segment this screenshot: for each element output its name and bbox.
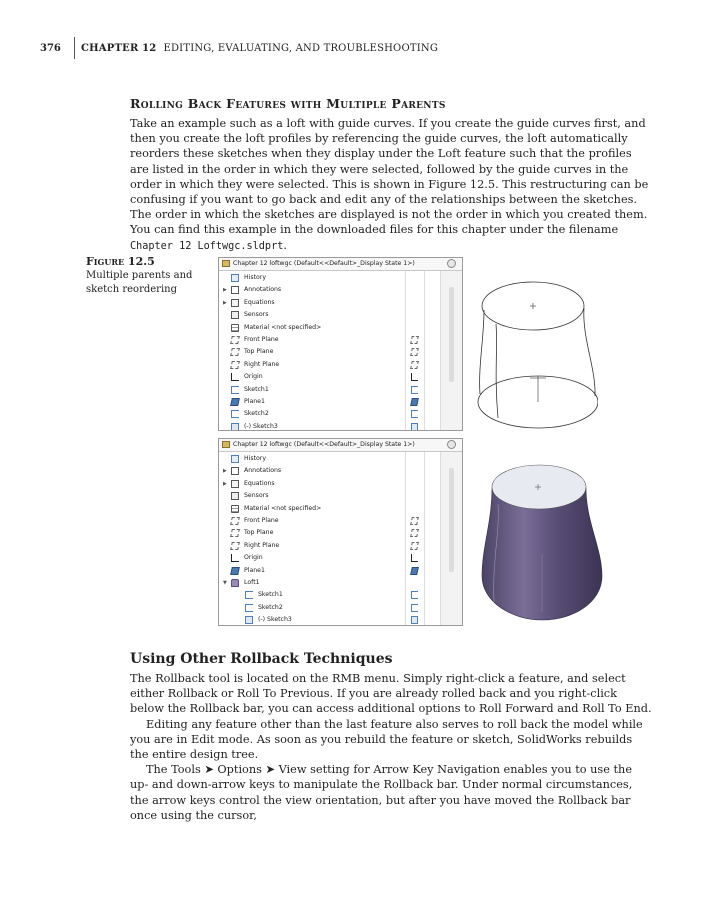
visibility-marker-icon[interactable] [411,410,418,418]
part-icon [222,260,230,267]
tree-item-label: Origin [244,373,263,381]
tree-state-column [425,271,441,430]
shaded-loft-illustration [478,452,606,624]
tree-title: Chapter 12 loftwgc (Default<<Default>_Display State 1>) [233,260,415,267]
sketch-icon [245,591,253,599]
visibility-marker-icon[interactable] [411,591,418,599]
scrollbar[interactable] [449,468,454,572]
guide-curve-right [584,308,595,396]
tree-item-label: Front Plane [244,517,279,524]
tree-item-label: Sketch1 [244,385,269,393]
tree-item-label: Right Plane [244,360,280,368]
tree-title: Chapter 12 loftwgc (Default<<Default>_Display State 1>) [233,441,415,448]
section-rolling-back [130,96,652,254]
plane-icon [230,542,240,550]
tree-item-label: (-) Sketch3 [244,422,278,430]
feature-tree-before [218,257,463,431]
history-icon [231,274,239,282]
tree-item-label: Sketch2 [258,603,283,611]
sensors-icon [231,492,239,500]
figure-label: Figure 12.5 [86,255,155,268]
tree-item-label: Origin [244,554,263,562]
visibility-marker-icon[interactable] [411,604,418,612]
sentence-period: . [283,238,287,252]
wireframe-loft-illustration [468,278,598,436]
paragraph-text: Take an example such as a loft with guide curves. If you create the guide curves first, and then you create the loft profiles by referencing the guide curves, the loft automatically reorders these sketches when they display under the Loft feature such that the profiles are listed in the order in which they were selected, followed by the guide curves in the order in which they were selected. This is shown in Figure 12.5. This restructuring can be confusing if you want to go back and edit any of the relationships between the sketches. The order in which the sketches are displayed is not the order in which you created them. You can find this example in the downloaded files for this chapter under the filename [130,117,649,237]
tree-item-label: Loft1 [244,579,260,586]
tree-item-label: Annotations [244,467,282,475]
guide-curve-left [480,310,484,394]
loft-icon [231,579,239,587]
tree-state-column [425,452,441,625]
sketch-icon [245,604,253,612]
history-icon [231,455,239,463]
tree-item-label: Sketch2 [244,410,269,418]
plane1-icon [230,398,240,406]
expand-arrow-icon[interactable]: ▶ [223,287,227,294]
visibility-marker-icon[interactable] [411,373,418,381]
running-header [40,38,438,58]
collapse-arrow-icon[interactable]: ▼ [223,580,227,586]
body-paragraph: The Tools ➤ Options ➤ View setting for Arrow Key Navigation enables you to use the up- and down-arrow keys to manipulate the Rollback bar. Under normal circumstances, the arrow keys control the view orientation, but after you have moved the Rollback bar once using the cursor, [130,763,633,822]
sketch-icon [231,410,239,418]
part-icon [222,441,230,448]
header-divider [74,37,75,59]
visibility-marker-icon[interactable] [411,386,418,394]
material-icon [231,505,239,513]
tree-item-label: (-) Sketch3 [258,616,292,624]
annotations-icon [231,467,239,475]
material-icon [231,324,239,332]
tree-item-label: History [244,455,267,462]
tree-option-button[interactable] [447,259,456,268]
tree-item-label: Sensors [244,492,269,500]
tree-item-label: Top Plane [244,529,274,537]
plane-icon [230,361,240,369]
tree-title-bar [219,258,462,271]
tree-title-bar [219,439,462,452]
section-other-rollback [130,651,652,823]
plane-icon [230,336,240,344]
expand-arrow-icon[interactable]: ▶ [223,468,227,475]
tree-scroll-column [441,271,462,430]
sensors-icon [231,311,239,319]
tree-item-label: Annotations [244,286,282,294]
tree-option-button[interactable] [447,440,456,449]
section-heading: Rolling Back Features with Multiple Parents [130,96,446,111]
plane1-icon [230,567,240,575]
tree-item-label: Top Plane [244,348,274,356]
section-heading: Using Other Rollback Techniques [130,651,393,667]
body-paragraph [130,116,652,254]
guide-curve-front [496,324,498,418]
visibility-marker-icon[interactable] [411,423,418,431]
chapter-label: CHAPTER 12 [81,42,157,54]
figure-caption [86,255,206,297]
chapter-title: EDITING, EVALUATING, AND TROUBLESHOOTING [163,42,439,54]
tree-item-label: Equations [244,479,275,487]
body-paragraph: The Rollback tool is located on the RMB menu. Simply right-click a feature, and select either Rollback or Roll To Previous. If you are already rolled back and you right-click below the Rollback bar, you can access additional options to Roll Forward and Roll To End. [130,672,652,716]
page-number: 376 [40,42,61,54]
feature-tree-after [218,438,463,626]
sketch3-icon [245,616,253,624]
visibility-marker-icon[interactable] [411,616,418,624]
tree-item-label: Sketch1 [258,591,283,599]
tree-item-label: Sensors [244,311,269,319]
sketch-icon [231,386,239,394]
tree-item-label: Material <not specified> [244,323,322,331]
annotations-icon [231,286,239,294]
figure-caption-text: Multiple parents and sketch reordering [86,270,193,295]
scrollbar[interactable] [449,287,454,382]
tree-item-label: Equations [244,298,275,306]
sketch3-icon [231,423,239,431]
expand-arrow-icon[interactable]: ▶ [223,299,227,306]
origin-icon [231,373,239,381]
visibility-marker-icon[interactable] [411,554,418,562]
equations-icon [231,480,239,488]
tree-item-label: Right Plane [244,541,280,549]
tree-item-label: History [244,274,267,281]
plane-icon [230,517,240,525]
tree-item-label: Front Plane [244,336,279,343]
equations-icon [231,299,239,307]
expand-arrow-icon[interactable]: ▶ [223,480,227,487]
tree-item-label: Material <not specified> [244,504,322,512]
origin-marks [530,303,546,378]
tree-item-label: Plane1 [244,566,265,574]
tree-scroll-column [441,452,462,625]
filename: Chapter 12 Loftwgc.sldprt [130,240,284,252]
origin-icon [231,554,239,562]
tree-item-label: Plane1 [244,398,265,405]
body-paragraph: Editing any feature other than the last feature also serves to roll back the model while you are in Edit mode. As soon as you rebuild the feature or sketch, SolidWorks rebuilds the entire design tree. [130,717,643,762]
